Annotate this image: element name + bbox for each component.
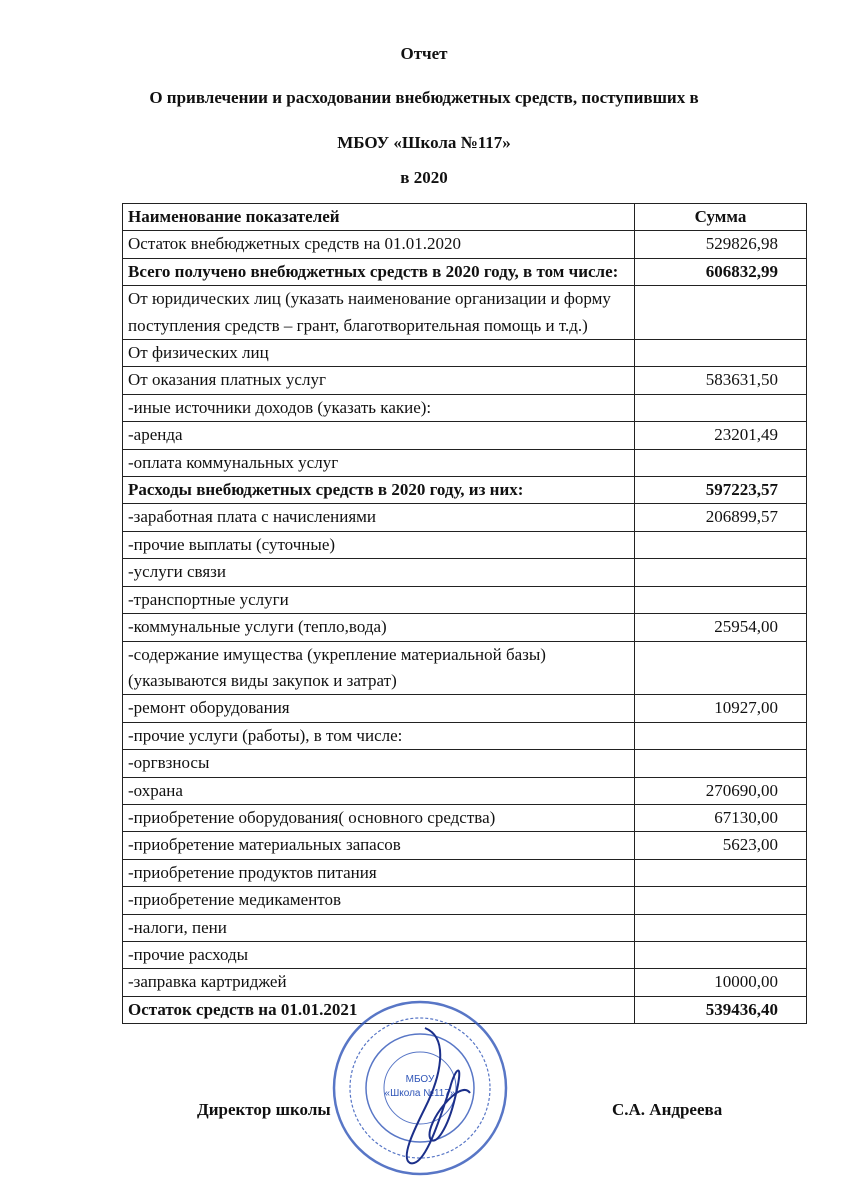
row-value: 23201,49 [635, 422, 807, 449]
row-label: -услуги связи [123, 559, 635, 586]
row-value: 597223,57 [635, 477, 807, 504]
table-row [123, 394, 807, 421]
row-value [635, 559, 807, 586]
row-label: -иные источники доходов (указать какие): [123, 394, 635, 421]
row-value: 67130,00 [635, 804, 807, 831]
table-row [123, 914, 807, 941]
row-label: -прочие расходы [123, 941, 635, 968]
row-value [635, 641, 807, 695]
row-value: 539436,40 [635, 996, 807, 1023]
table-row [123, 969, 807, 996]
row-label: -приобретение материальных запасов [123, 832, 635, 859]
table-row [123, 258, 807, 285]
row-value: 529826,98 [635, 231, 807, 258]
column-header-name: Наименование показателей [123, 204, 635, 231]
row-value [635, 340, 807, 367]
table-row [123, 504, 807, 531]
school-name: МБОУ «Школа №117» [337, 133, 511, 152]
table-row [123, 750, 807, 777]
row-label: -охрана [123, 777, 635, 804]
row-value: 5623,00 [635, 832, 807, 859]
row-label: -прочие выплаты (суточные) [123, 531, 635, 558]
row-value: 10927,00 [635, 695, 807, 722]
signature-name: С.А. Андреева [612, 1100, 723, 1119]
row-value [635, 941, 807, 968]
row-label: -прочие услуги (работы), в том числе: [123, 722, 635, 749]
row-value [635, 394, 807, 421]
table-row [123, 422, 807, 449]
row-label: -заработная плата с начислениями [123, 504, 635, 531]
table-row [123, 832, 807, 859]
row-label: -ремонт оборудования [123, 695, 635, 722]
row-value [635, 914, 807, 941]
table-row [123, 559, 807, 586]
row-value: 606832,99 [635, 258, 807, 285]
row-value [635, 722, 807, 749]
row-value [635, 531, 807, 558]
stamp-text-2: «Школа №117» [384, 1088, 456, 1099]
table-row [123, 531, 807, 558]
row-label: -приобретение продуктов питания [123, 859, 635, 886]
table-row [123, 641, 807, 695]
table-row [123, 477, 807, 504]
row-label: Всего получено внебюджетных средств в 2020 году, в том числе: [123, 258, 635, 285]
table-row [123, 367, 807, 394]
row-label: -транспортные услуги [123, 586, 635, 613]
table-row [123, 340, 807, 367]
row-label: -приобретение оборудования( основного средства) [123, 804, 635, 831]
document-subtitle: О привлечении и расходовании внебюджетных средств, поступивших в [149, 88, 699, 107]
row-label: -заправка картриджей [123, 969, 635, 996]
row-label: -налоги, пени [123, 914, 635, 941]
row-label: От оказания платных услуг [123, 367, 635, 394]
table-row [123, 695, 807, 722]
row-value [635, 449, 807, 476]
row-label: От юридических лиц (указать наименование организации и форму поступления средств – грант, благотворительная помощь и т.д.) [123, 286, 635, 340]
table-row [123, 941, 807, 968]
row-value [635, 859, 807, 886]
table-row [123, 614, 807, 641]
table-header-row [123, 204, 807, 231]
row-value [635, 586, 807, 613]
table-row [123, 722, 807, 749]
table-row [123, 449, 807, 476]
table-row [123, 586, 807, 613]
report-table [122, 203, 807, 1024]
signature-position: Директор школы [197, 1100, 331, 1119]
row-value: 25954,00 [635, 614, 807, 641]
row-label: От физических лиц [123, 340, 635, 367]
row-label: -коммунальные услуги (тепло,вода) [123, 614, 635, 641]
row-value: 10000,00 [635, 969, 807, 996]
report-year: в 2020 [400, 168, 448, 187]
table-row [123, 887, 807, 914]
row-label: -оргвзносы [123, 750, 635, 777]
row-value [635, 750, 807, 777]
row-value: 270690,00 [635, 777, 807, 804]
row-value [635, 887, 807, 914]
school-stamp-seal [330, 998, 510, 1178]
row-label: Остаток внебюджетных средств на 01.01.2020 [123, 231, 635, 258]
row-label: -аренда [123, 422, 635, 449]
table-row [123, 804, 807, 831]
stamp-text-1: МБОУ [405, 1074, 435, 1085]
table-row [123, 859, 807, 886]
table-row [123, 231, 807, 258]
row-label: Остаток средств на 01.01.2021 [123, 996, 635, 1023]
table-row [123, 777, 807, 804]
table-row [123, 286, 807, 340]
row-label: -оплата коммунальных услуг [123, 449, 635, 476]
row-value: 206899,57 [635, 504, 807, 531]
row-label: -приобретение медикаментов [123, 887, 635, 914]
row-value [635, 286, 807, 340]
column-header-sum: Сумма [635, 204, 807, 231]
row-value: 583631,50 [635, 367, 807, 394]
document-title: Отчет [400, 44, 448, 63]
row-label: Расходы внебюджетных средств в 2020 году, из них: [123, 477, 635, 504]
row-label: -содержание имущества (укрепление материальной базы) (указываются виды закупок и затрат) [123, 641, 635, 695]
